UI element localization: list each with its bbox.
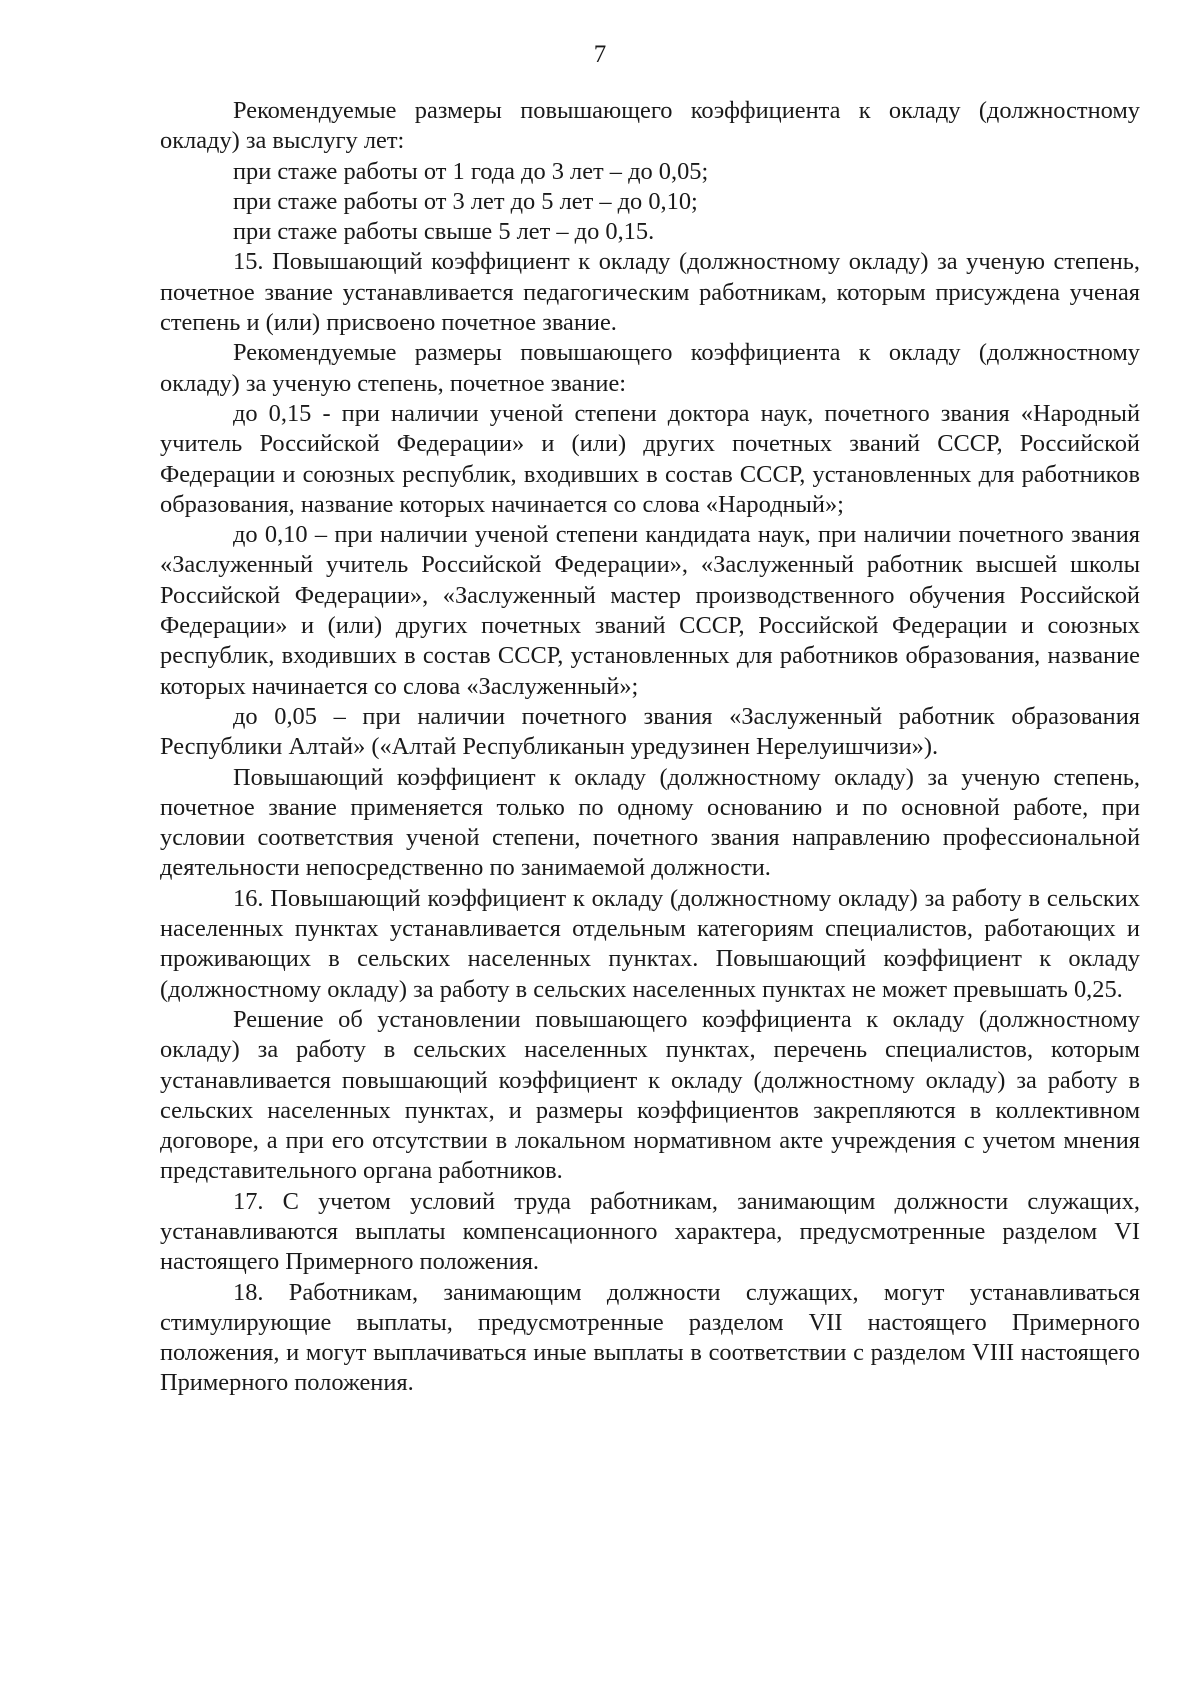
paragraph-clause-15: 15. Повышающий коэффициент к окладу (должностному окладу) за ученую степень, почетное звание устанавливается педагогическим работникам, которым присуждена ученая степень и (или) присвоено почетное звание. bbox=[160, 248, 1140, 337]
paragraph-service-over-5-years: при стаже работы свыше 5 лет – до 0,15. bbox=[233, 218, 655, 246]
paragraph-single-basis-rule: Повышающий коэффициент к окладу (должностному окладу) за ученую степень, почетное звание применяется только по одному основанию и по основной работе, при условии соответствия ученой степени, почетного звания направлению профессиональной деятельности непосредственно по занимаемой должности. bbox=[160, 763, 1140, 882]
paragraph-rate-0-15: до 0,15 - при наличии ученой степени доктора наук, почетного звания «Народный учитель Российской Федерации» и (или) других почетных званий СССР, Российской Федерации и союзных республик, входивших в состав СССР, установленных для работников образования, название которых начинается со слова «Народный»; bbox=[160, 399, 1140, 518]
paragraph-service-3-5-years: при стаже работы от 3 лет до 5 лет – до 0,10; bbox=[233, 187, 698, 215]
paragraph-rate-0-10: до 0,10 – при наличии ученой степени кандидата наук, при наличии почетного звания «Заслуженный учитель Российской Федерации», «Заслуженный работник высшей школы Российской Федерации», «Заслуженный мастер производственного обучения Российской Федерации» и (или) других почетных званий СССР, Российской Федерации и союзных республик, входивших в состав СССР, установленных для работников образования, название которых начинается со слова «Заслуженный»; bbox=[160, 521, 1140, 700]
paragraph-rural-decision: Решение об установлении повышающего коэффициента к окладу (должностному окладу) за работу в сельских населенных пунктах, перечень специалистов, которым устанавливается повышающий коэффициент к окладу (должностному окладу) за работу в сельских населенных пунктах, и размеры коэффициентов закрепляются в коллективном договоре, а при его отсутствии в локальном нормативном акте учреждения с учетом мнения представительного органа работников. bbox=[160, 1005, 1140, 1185]
paragraph-degree-rates-intro: Рекомендуемые размеры повышающего коэффициента к окладу (должностному окладу) за ученую степень, почетное звание: bbox=[160, 339, 1140, 397]
paragraph-clause-16: 16. Повышающий коэффициент к окладу (должностному окладу) за работу в сельских населенных пунктах устанавливается отдельным категориям специалистов, работающих и проживающих в сельских населенных пунктах. Повышающий коэффициент к окладу (должностному окладу) за работу в сельских населенных пунктах не может превышать 0,25. bbox=[160, 884, 1140, 1003]
document-body bbox=[160, 96, 1140, 1399]
page-number: 7 bbox=[593, 41, 607, 68]
paragraph-service-1-3-years: при стаже работы от 1 года до 3 лет – до 0,05; bbox=[233, 157, 709, 185]
paragraph-length-of-service-intro: Рекомендуемые размеры повышающего коэффициента к окладу (должностному окладу) за выслугу лет: bbox=[160, 97, 1140, 155]
paragraph-rate-0-05: до 0,05 – при наличии почетного звания «Заслуженный работник образования Республики Алтай» («Алтай Республиканын уредузинен Нерелуишчизи»). bbox=[160, 702, 1140, 761]
paragraph-clause-18: 18. Работникам, занимающим должности служащих, могут устанавливаться стимулирующие выплаты, предусмотренные разделом VII настоящего Примерного положения, и могут выплачиваться иные выплаты в соответствии с разделом VIII настоящего Примерного положения. bbox=[160, 1278, 1140, 1397]
paragraph-clause-17: 17. С учетом условий труда работникам, занимающим должности служащих, устанавливаются выплаты компенсационного характера, предусмотренные разделом VI настоящего Примерного положения. bbox=[160, 1187, 1140, 1276]
